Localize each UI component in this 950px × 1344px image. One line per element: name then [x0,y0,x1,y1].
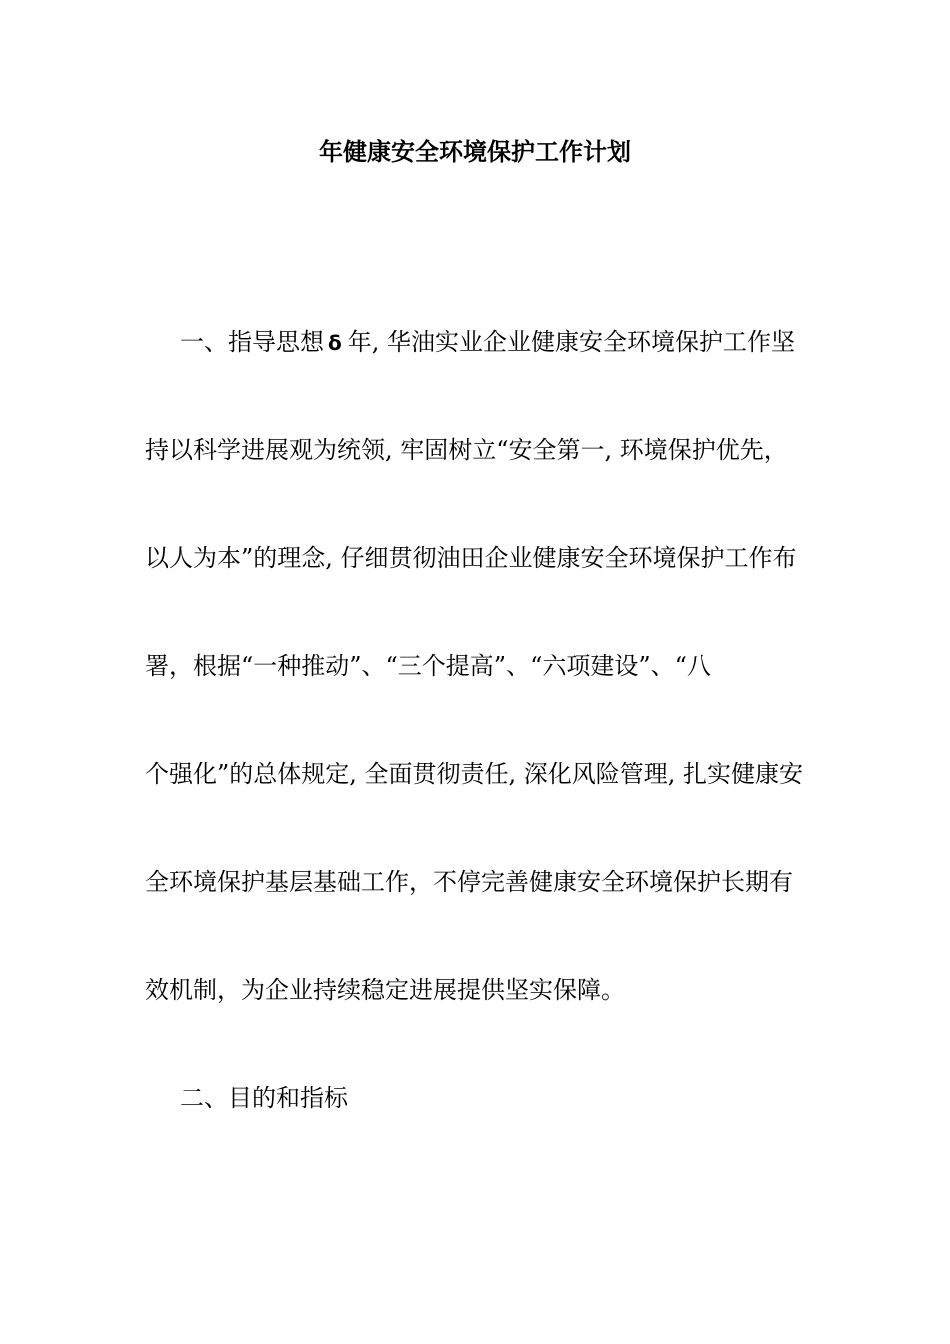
paragraph-line-2: 持以科学进展观为统领, 牢固树立“安全第一, 环境保护优先， [145,436,788,464]
paragraph-line-6: 全环境保护基层基础工作，不停完善健康安全环境保护长期有 [145,868,793,896]
paragraph-line-1 [180,324,795,361]
paragraph-line-4: 署，根据“一种推动”、“三个提高”、“六项建设”、“八 [145,652,711,680]
paragraph-line-3: 以人为本”的理念, 仔细贯彻油田企业健康安全环境保护工作布 [145,544,797,572]
paragraph-text: 年, 华油实业企业健康安全环境保护工作坚 [347,328,796,356]
paragraph-line-5: 个强化”的总体规定, 全面贯彻责任, 深化风险管理, 扎实健康安 [145,760,804,788]
document-title: 年健康安全环境保护工作计划 [319,137,631,166]
section-heading-guiding-thought: 一、指导思想 [180,328,324,356]
garbled-glyph-mark: ẟ [328,331,342,355]
paragraph-line-7: 效机制，为企业持续稳定进展提供坚实保障。 [145,976,625,1004]
section-heading-goals: 二、目的和指标 [180,1084,348,1112]
